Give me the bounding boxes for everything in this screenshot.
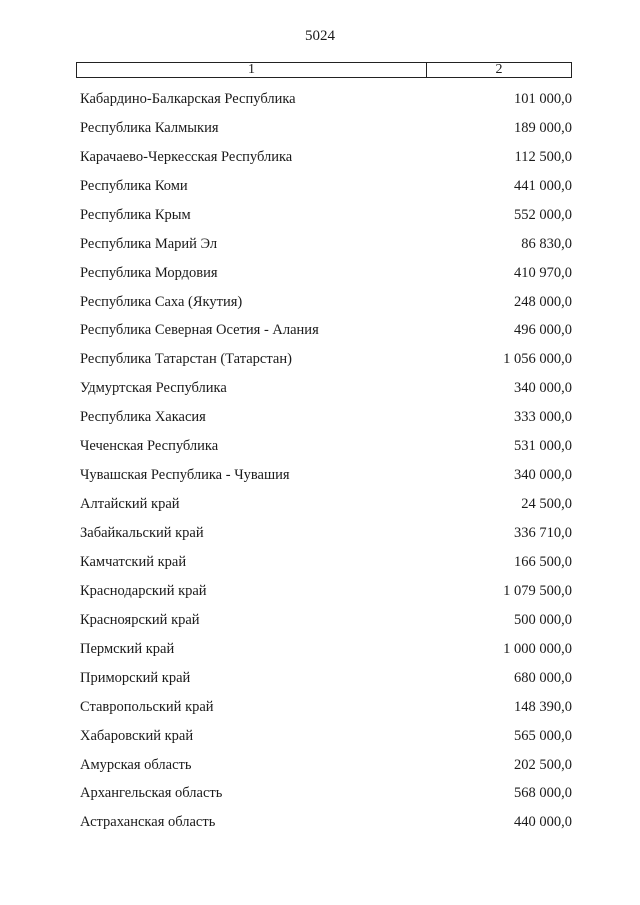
region-name: Чувашская Республика - Чувашия <box>80 467 290 484</box>
amount-value: 441 000,0 <box>514 177 572 194</box>
table-row <box>80 780 572 809</box>
region-name: Республика Крым <box>80 206 191 223</box>
region-name: Красноярский край <box>80 611 200 628</box>
region-name: Чеченская Республика <box>80 438 219 455</box>
table-header <box>76 62 572 78</box>
page-number: 5024 <box>305 28 335 44</box>
table-row <box>80 345 572 374</box>
amount-value: 333 000,0 <box>514 409 572 426</box>
table-row <box>80 808 572 837</box>
table-body <box>80 85 572 837</box>
table-row <box>80 693 572 722</box>
table-row <box>80 85 572 114</box>
amount-value: 148 390,0 <box>514 698 572 715</box>
amount-value: 202 500,0 <box>514 756 572 773</box>
table-row <box>80 664 572 693</box>
amount-value: 1 056 000,0 <box>503 351 572 368</box>
amount-value: 565 000,0 <box>514 727 572 744</box>
table-row <box>80 403 572 432</box>
amount-value: 101 000,0 <box>514 90 572 107</box>
table-row <box>80 432 572 461</box>
amount-value: 531 000,0 <box>514 438 572 455</box>
amount-value: 680 000,0 <box>514 669 572 686</box>
table-row <box>80 490 572 519</box>
table-row <box>80 548 572 577</box>
table-row <box>80 143 572 172</box>
region-name: Республика Северная Осетия - Алания <box>80 322 319 339</box>
amount-value: 1 079 500,0 <box>503 582 572 599</box>
amount-value: 189 000,0 <box>514 119 572 136</box>
table-row <box>80 461 572 490</box>
region-name: Республика Марий Эл <box>80 235 218 252</box>
region-name: Амурская область <box>80 756 192 773</box>
table-row <box>80 635 572 664</box>
amount-value: 1 000 000,0 <box>503 640 572 657</box>
amount-value: 336 710,0 <box>514 525 572 542</box>
region-name: Удмуртская Республика <box>80 380 227 397</box>
region-name: Республика Татарстан (Татарстан) <box>80 351 292 368</box>
amount-value: 24 500,0 <box>521 496 572 513</box>
amount-value: 500 000,0 <box>514 611 572 628</box>
amount-value: 410 970,0 <box>514 264 572 281</box>
region-name: Республика Калмыкия <box>80 119 219 136</box>
region-name: Республика Саха (Якутия) <box>80 293 243 310</box>
table-row <box>80 230 572 259</box>
amount-value: 340 000,0 <box>514 467 572 484</box>
table-row <box>80 374 572 403</box>
region-name: Забайкальский край <box>80 525 204 542</box>
table-row <box>80 606 572 635</box>
region-name: Камчатский край <box>80 553 187 570</box>
amount-value: 112 500,0 <box>514 148 572 165</box>
region-name: Астраханская область <box>80 814 216 831</box>
region-name: Пермский край <box>80 640 175 657</box>
table-row <box>80 722 572 751</box>
table-row <box>80 201 572 230</box>
region-name: Карачаево-Черкесская Республика <box>80 148 293 165</box>
table-row <box>80 288 572 317</box>
region-name: Приморский край <box>80 669 191 686</box>
region-name: Краснодарский край <box>80 582 207 599</box>
table-row <box>80 259 572 288</box>
table-row <box>80 577 572 606</box>
region-name: Алтайский край <box>80 496 180 513</box>
region-name: Хабаровский край <box>80 727 194 744</box>
table-row <box>80 317 572 346</box>
amount-value: 86 830,0 <box>521 235 572 252</box>
table-row <box>80 172 572 201</box>
amount-value: 568 000,0 <box>514 785 572 802</box>
table-header-col-2: 2 <box>495 62 503 77</box>
amount-value: 166 500,0 <box>514 553 572 570</box>
region-name: Архангельская область <box>80 785 223 802</box>
region-name: Ставропольский край <box>80 698 214 715</box>
amount-value: 248 000,0 <box>514 293 572 310</box>
table-row <box>80 519 572 548</box>
region-name: Республика Хакасия <box>80 409 206 426</box>
table-row <box>80 114 572 143</box>
amount-value: 552 000,0 <box>514 206 572 223</box>
region-name: Республика Мордовия <box>80 264 218 281</box>
region-name: Кабардино-Балкарская Республика <box>80 90 296 107</box>
region-name: Республика Коми <box>80 177 188 194</box>
table-header-col-1: 1 <box>77 63 427 77</box>
table-row <box>80 751 572 780</box>
amount-value: 496 000,0 <box>514 322 572 339</box>
amount-value: 340 000,0 <box>514 380 572 397</box>
amount-value: 440 000,0 <box>514 814 572 831</box>
